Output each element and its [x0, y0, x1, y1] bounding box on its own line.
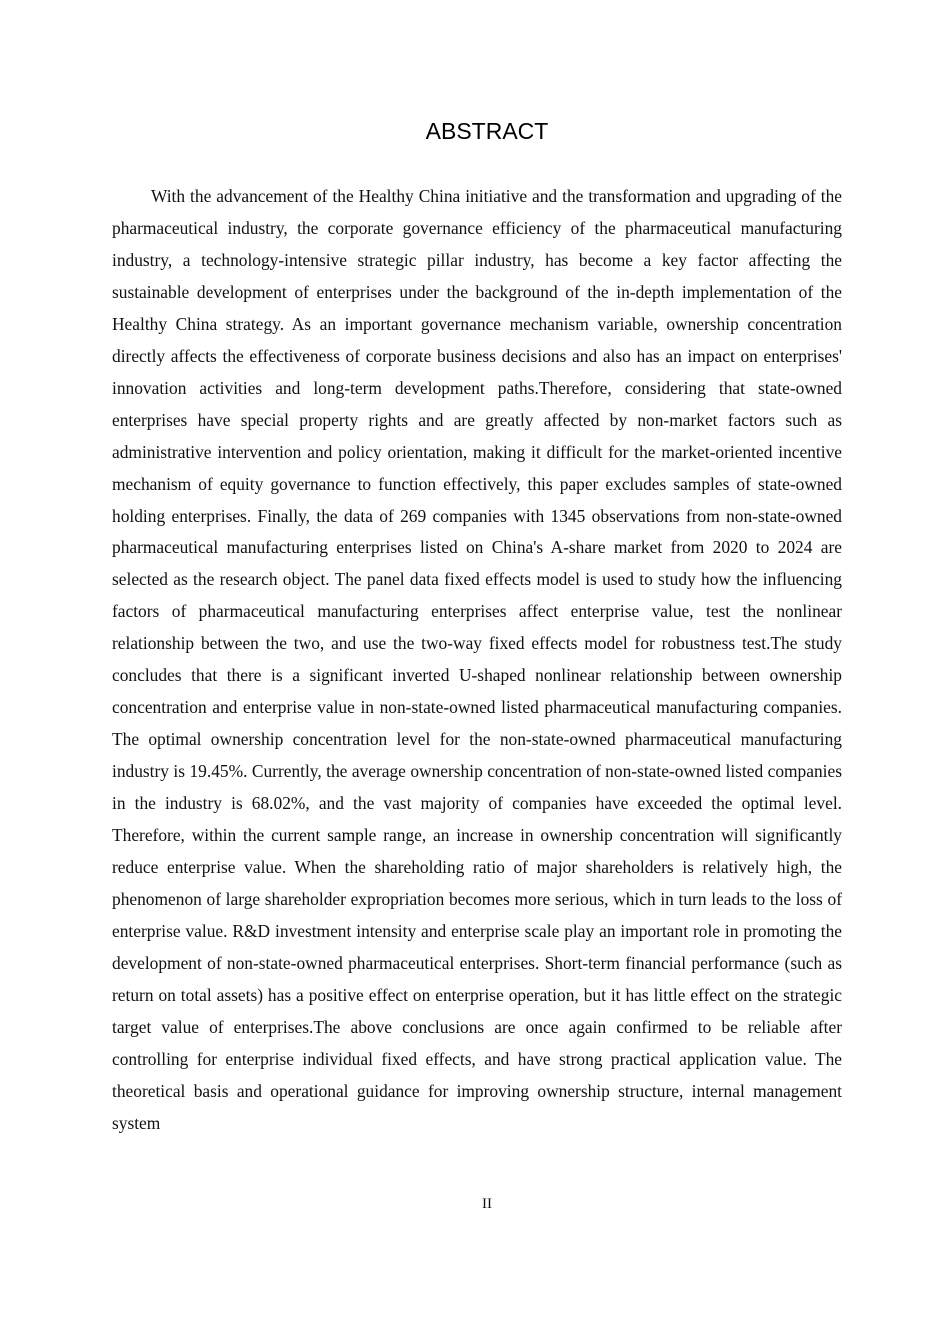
- abstract-title: ABSTRACT: [425, 118, 549, 144]
- page-number: II: [482, 1196, 492, 1212]
- abstract-body-paragraph: With the advancement of the Healthy China initiative and the transformation and upgrading of the pharmaceutical industry, the corporate governance efficiency of the pharmaceutical manufacturing industry, a technology-intensive strategic pillar industry, has become a key factor affecting the sustainable development of enterprises under the background of the in-depth implementation of the Healthy China strategy. As an important governance mechanism variable, ownership concentration directly affects the effectiveness of corporate business decisions and also has an impact on enterprises' innovation activities and long-term development paths.Therefore, considering that state-owned enterprises have special property rights and are greatly affected by non-market factors such as administrative intervention and policy orientation, making it difficult for the market-oriented incentive mechanism of equity governance to function effectively, this paper excludes samples of state-owned holding enterprises. Finally, the data of 269 companies with 1345 observations from non-state-owned pharmaceutical manufacturing enterprises listed on China's A-share market from 2020 to 2024 are selected as the research object. The panel data fixed effects model is used to study how the influencing factors of pharmaceutical manufacturing enterprises affect enterprise value, test the nonlinear relationship between the two, and use the two-way fixed effects model for robustness test.The study concludes that there is a significant inverted U-shaped nonlinear relationship between ownership concentration and enterprise value in non-state-owned listed pharmaceutical manufacturing companies. The optimal ownership concentration level for the non-state-owned pharmaceutical manufacturing industry is 19.45%. Currently, the average ownership concentration of non-state-owned listed companies in the industry is 68.02%, and the vast majority of companies have exceeded the optimal level. Therefore, within the current sample range, an increase in ownership concentration will significantly reduce enterprise value. When the shareholding ratio of major shareholders is relatively high, the phenomenon of large shareholder expropriation becomes more serious, which in turn leads to the loss of enterprise value. R&D investment intensity and enterprise scale play an important role in promoting the development of non-state-owned pharmaceutical enterprises. Short-term financial performance (such as return on total assets) has a positive effect on enterprise operation, but it has little effect on the strategic target value of enterprises.The above conclusions are once again confirmed to be reliable after controlling for enterprise individual fixed effects, and have strong practical application value. The theoretical basis and operational guidance for improving ownership structure, internal management system: [112, 186, 842, 1133]
